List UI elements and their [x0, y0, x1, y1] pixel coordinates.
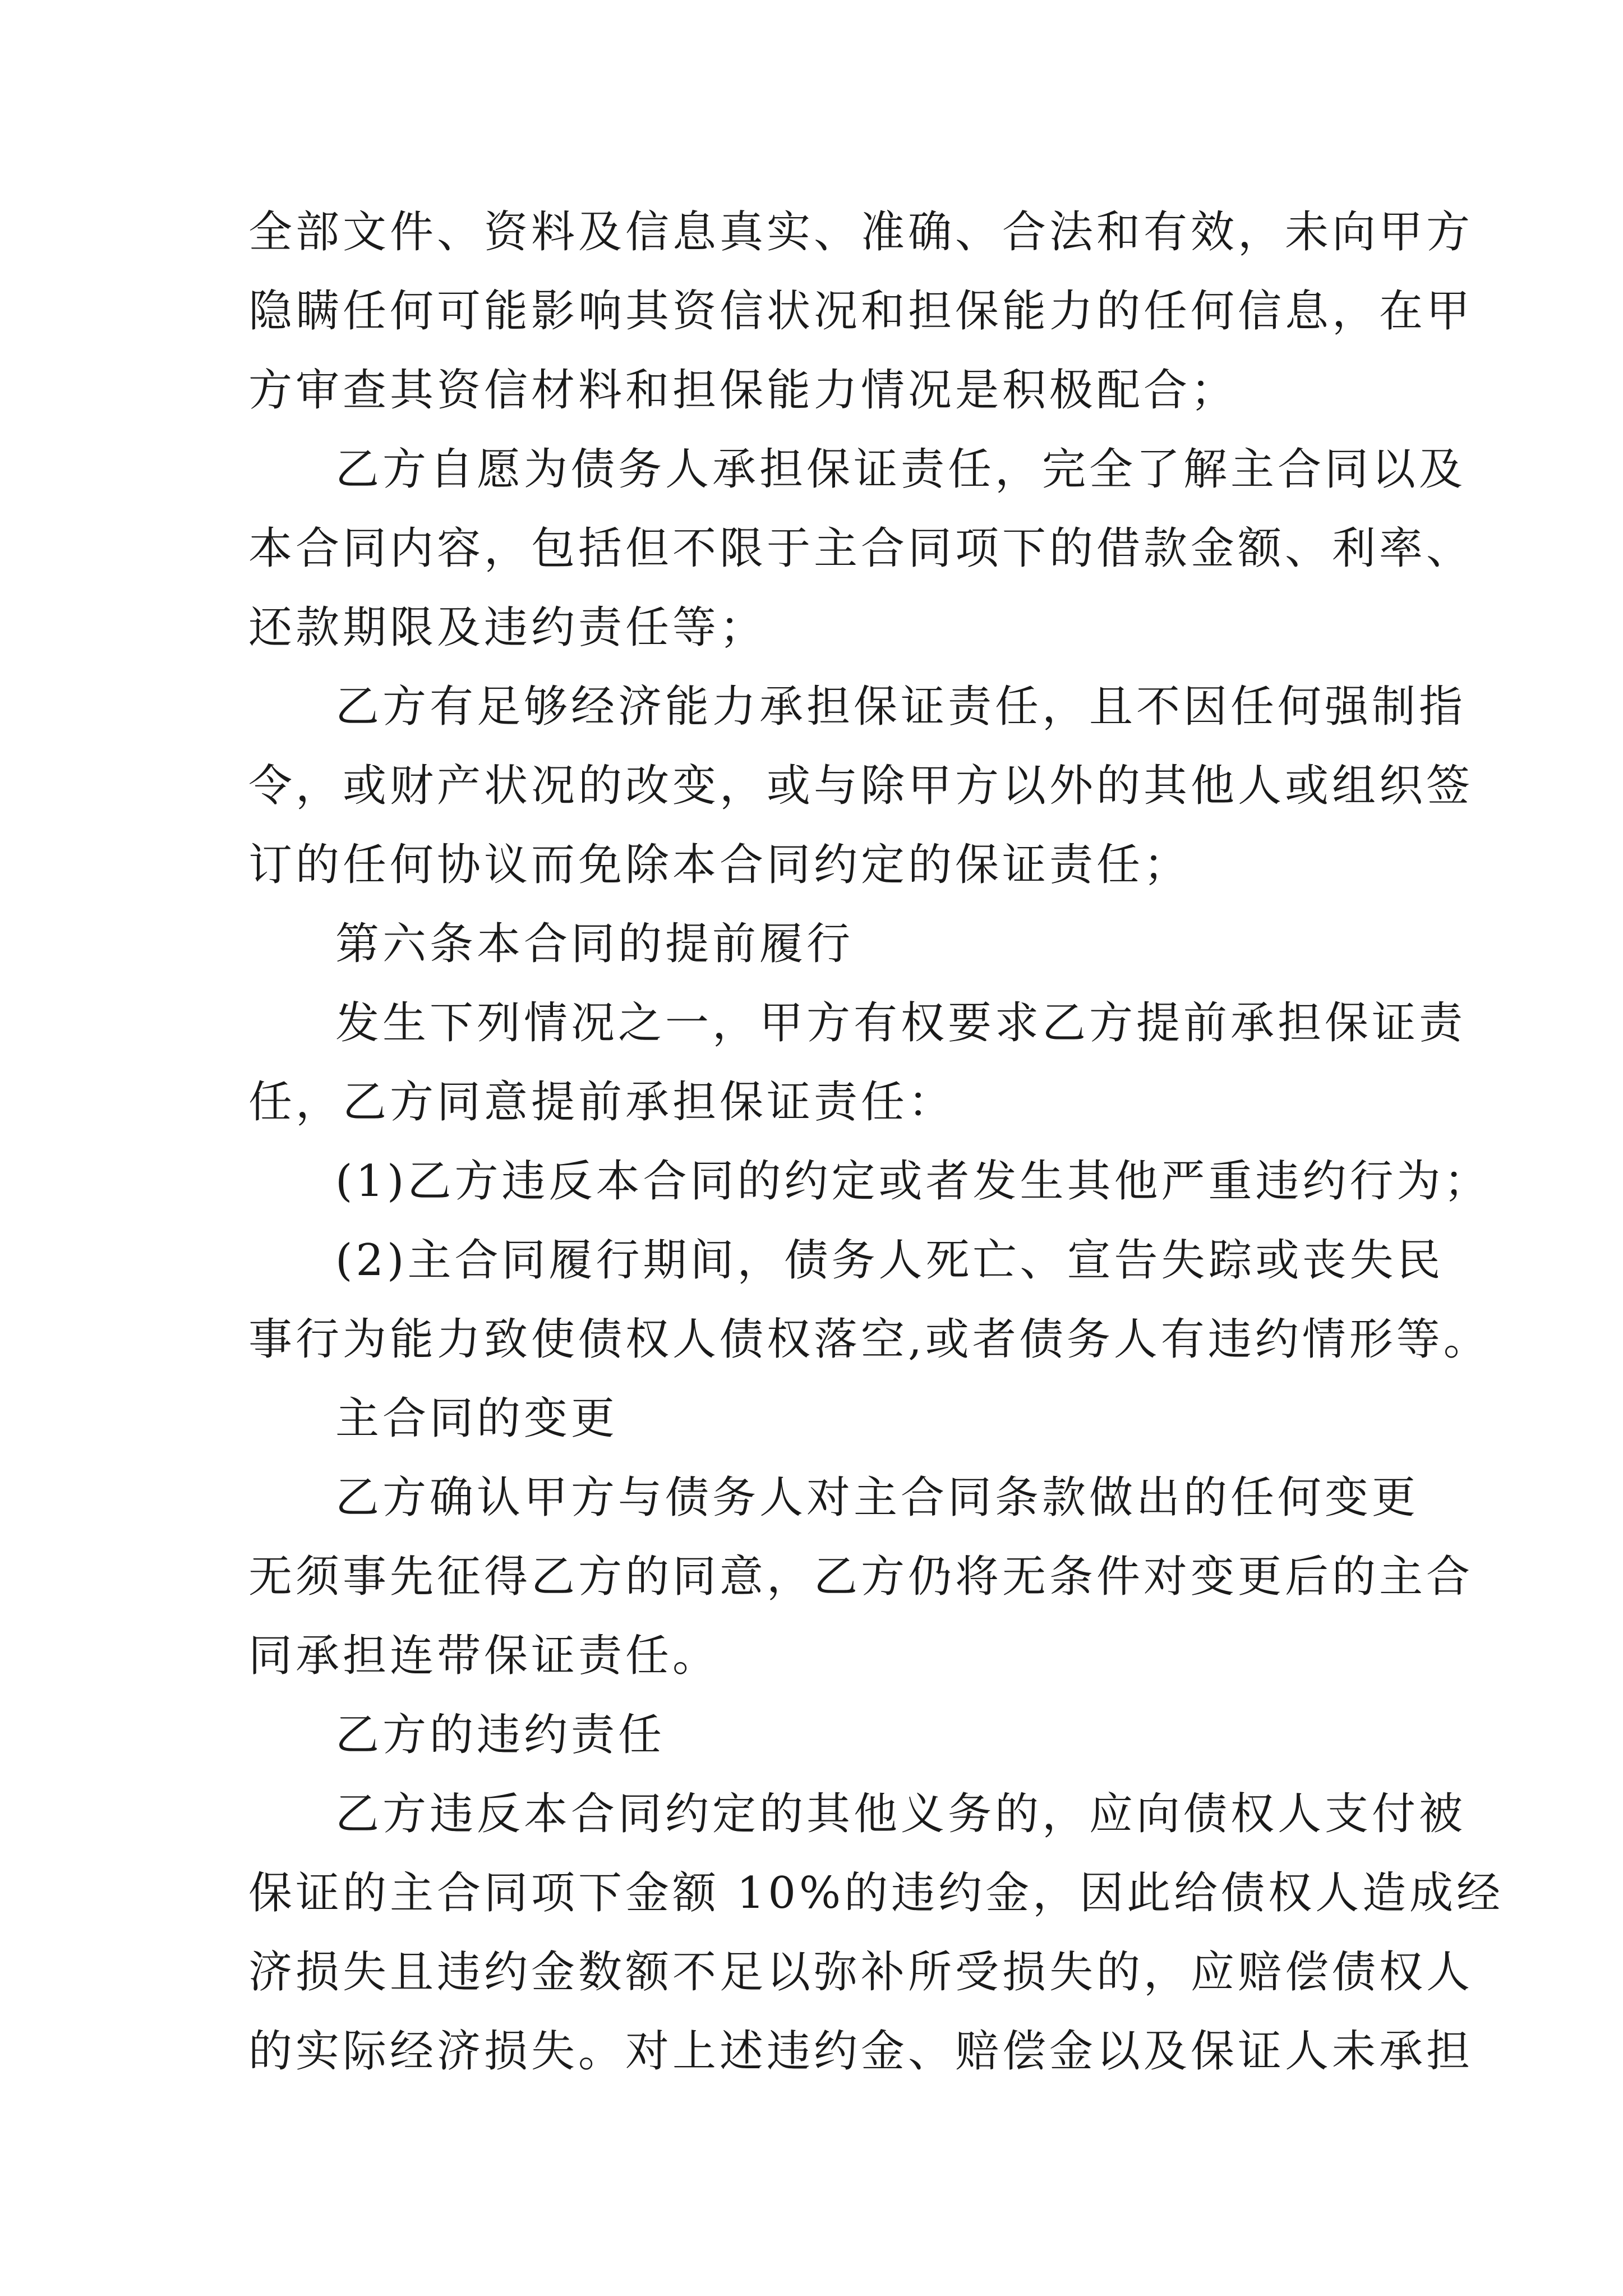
text-line: 济损失且违约金数额不足以弥补所受损失的，应赔偿债权人 [248, 1947, 1474, 1998]
paragraph-line: 发生下列情况之一，甲方有权要求乙方提前承担保证责 [335, 998, 1467, 1048]
text-line: 订的任何协议而免除本合同约定的保证责任； [248, 840, 1191, 890]
text-line: 无须事先征得乙方的同意，乙方仍将无条件对变更后的主合 [248, 1552, 1474, 1602]
section-heading: 主合同的变更 [335, 1393, 619, 1444]
text-line: 同承担连带保证责任。 [248, 1631, 720, 1681]
text-line: 隐瞒任何可能影响其资信状况和担保能力的任何信息，在甲 [248, 286, 1474, 337]
text-line: 还款期限及违约责任等； [248, 602, 767, 653]
paragraph-line: 乙方确认甲方与债务人对主合同条款做出的任何变更 [335, 1473, 1419, 1523]
text-line: 任，乙方同意提前承担保证责任： [248, 1077, 956, 1128]
list-item-1: (1)乙方违反本合同的约定或者发生其他严重违约行为； [335, 1156, 1491, 1207]
text-line: 事行为能力致使债权人债权落空,或者债务人有违约情形等。 [248, 1314, 1491, 1365]
section-heading: 第六条本合同的提前履行 [335, 919, 854, 969]
paragraph-line: 乙方违反本合同约定的其他义务的，应向债权人支付被 [335, 1789, 1467, 1839]
text-line: 的实际经济损失。对上述违约金、赔偿金以及保证人未承担 [248, 2026, 1474, 2077]
text-line: 方审查其资信材料和担保能力情况是积极配合； [248, 365, 1238, 416]
text-line: 本合同内容，包括但不限于主合同项下的借款金额、利率、 [248, 523, 1474, 574]
list-item-2: (2)主合同履行期间，债务人死亡、宣告失踪或丧失民 [335, 1235, 1444, 1286]
section-heading: 乙方的违约责任 [335, 1710, 666, 1760]
text-line: 保证的主合同项下金额 10%的违约金，因此给债权人造成经 [248, 1868, 1504, 1918]
text-line: 全部文件、资料及信息真实、准确、合法和有效，未向甲方 [248, 207, 1474, 257]
text-line: 令，或财产状况的改变，或与除甲方以外的其他人或组织签 [248, 761, 1474, 811]
paragraph-line: 乙方自愿为债务人承担保证责任，完全了解主合同以及 [335, 444, 1467, 495]
paragraph-line: 乙方有足够经济能力承担保证责任，且不因任何强制指 [335, 682, 1467, 732]
